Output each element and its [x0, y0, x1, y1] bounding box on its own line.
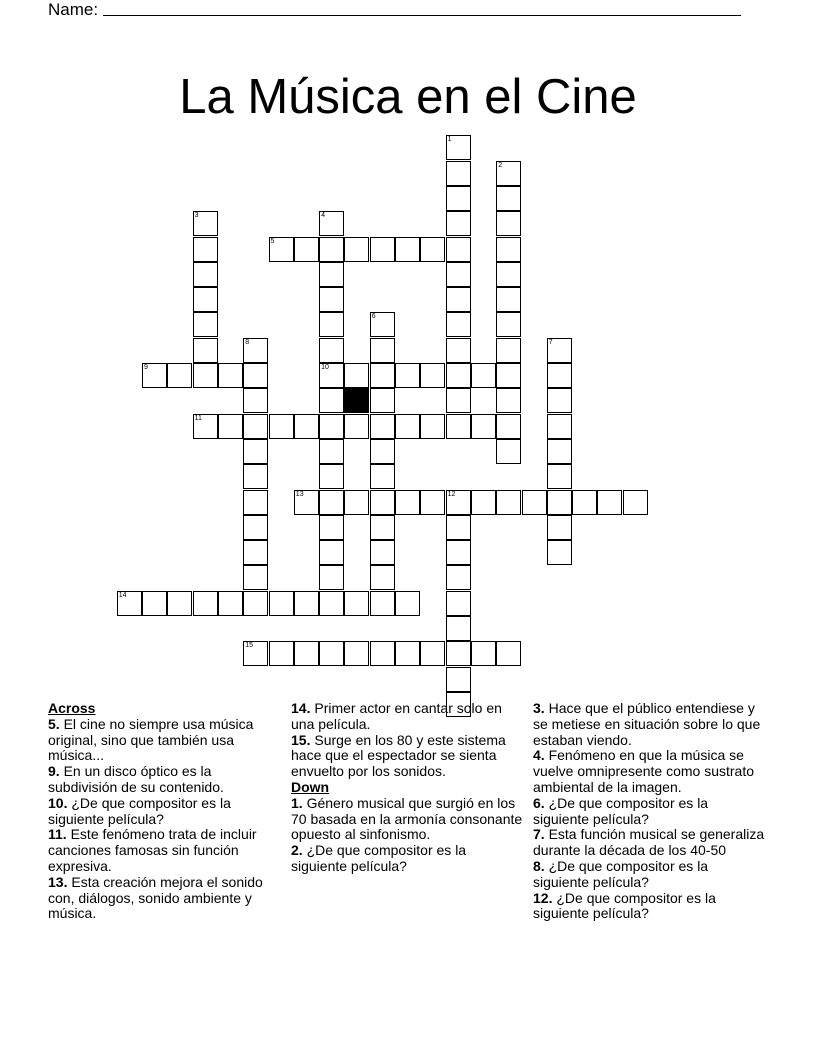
grid-cell[interactable] — [547, 464, 572, 489]
grid-cell[interactable] — [395, 490, 420, 515]
grid-cell[interactable] — [344, 414, 369, 439]
grid-cell[interactable] — [370, 540, 395, 565]
grid-cell[interactable] — [547, 338, 572, 363]
grid-cell[interactable] — [218, 414, 243, 439]
grid-cell[interactable] — [370, 464, 395, 489]
clue-across-11: 11. Este fenómeno trata de incluir canciones famosas sin función expresiva. — [48, 826, 257, 874]
grid-cell[interactable] — [269, 591, 294, 616]
clue-across-9: 9. En un disco óptico es la subdivisión de su contenido. — [48, 763, 224, 795]
grid-cell[interactable] — [496, 388, 521, 413]
grid-cell[interactable] — [344, 591, 369, 616]
grid-cell[interactable] — [446, 414, 471, 439]
grid-cell[interactable] — [243, 363, 268, 388]
clue-number: 4 — [321, 212, 325, 220]
grid-cell[interactable] — [142, 591, 167, 616]
grid-cell[interactable] — [446, 388, 471, 413]
grid-cell[interactable] — [547, 490, 572, 515]
grid-cell[interactable] — [597, 490, 622, 515]
grid-cell[interactable] — [319, 515, 344, 540]
grid-cell[interactable] — [496, 641, 521, 666]
grid-cell[interactable] — [243, 490, 268, 515]
grid-cell[interactable] — [471, 641, 496, 666]
grid-cell[interactable] — [496, 237, 521, 262]
grid-cell[interactable] — [496, 262, 521, 287]
grid-cell[interactable] — [344, 363, 369, 388]
clue-across-5: 5. El cine no siempre usa música original, sino que también usa música... — [48, 715, 254, 764]
grid-cell[interactable] — [496, 490, 521, 515]
grid-cell[interactable] — [344, 237, 369, 262]
grid-cell[interactable] — [294, 490, 319, 515]
grid-cell[interactable] — [446, 211, 471, 236]
grid-cell[interactable] — [446, 515, 471, 540]
grid-cell[interactable] — [193, 363, 218, 388]
grid-cell[interactable] — [446, 616, 471, 641]
grid-cell[interactable] — [370, 439, 395, 464]
clue-number: 11 — [194, 414, 202, 422]
grid-cell[interactable] — [547, 439, 572, 464]
grid-cell[interactable] — [446, 667, 471, 692]
clue-number: 3 — [194, 212, 199, 220]
clue-down-6: 6. ¿De que compositor es la siguiente película? — [533, 794, 709, 827]
grid-cell[interactable] — [496, 363, 521, 388]
grid-cell[interactable] — [496, 312, 521, 337]
grid-cell[interactable] — [446, 135, 471, 160]
clue-across-10: 10. ¿De que compositor es la siguiente película? — [48, 794, 231, 827]
grid-cell[interactable] — [193, 211, 218, 236]
grid-cell[interactable] — [243, 338, 268, 363]
grid-cell[interactable] — [294, 641, 319, 666]
grid-cell[interactable] — [319, 363, 344, 388]
grid-cell[interactable] — [446, 591, 471, 616]
name-label: Name: — [48, 0, 99, 19]
grid-cell[interactable] — [420, 237, 445, 262]
grid-cell[interactable] — [522, 490, 547, 515]
grid-cell[interactable] — [370, 565, 395, 590]
grid-cell[interactable] — [117, 591, 142, 616]
grid-cell[interactable] — [496, 161, 521, 186]
clue-number: 1 — [447, 136, 452, 144]
grid-cell[interactable] — [496, 287, 521, 312]
grid-cell[interactable] — [547, 540, 572, 565]
clue-across-14: 14. Primer actor en cantar solo en una película. — [291, 700, 502, 732]
grid-cell[interactable] — [395, 363, 420, 388]
grid-cell[interactable] — [395, 237, 420, 262]
grid-cell[interactable] — [420, 490, 445, 515]
clue-down-3: 3. Hace que el público entendiese y se metiese en situación sobre lo que estaban viendo. — [533, 700, 761, 748]
grid-cell[interactable] — [319, 388, 344, 413]
clue-number: 10 — [321, 364, 329, 371]
grid-cell[interactable] — [370, 414, 395, 439]
clue-down-2: 2. ¿De que compositor es la siguiente película? — [291, 842, 467, 874]
grid-cell[interactable] — [243, 565, 268, 590]
grid-cell[interactable] — [193, 237, 218, 262]
clue-across-15: 15. Surge en los 80 y este sistema hace que el espectador se sienta envuelto por los sonidos. — [291, 731, 506, 780]
grid-cell[interactable] — [370, 338, 395, 363]
grid-cell[interactable] — [294, 237, 319, 262]
grid-cell[interactable] — [370, 388, 395, 413]
grid-cell[interactable] — [319, 540, 344, 565]
grid-cell[interactable] — [319, 490, 344, 515]
grid-cell[interactable] — [623, 490, 648, 515]
grid-cell[interactable] — [370, 490, 395, 515]
clues-column-3 — [533, 701, 765, 922]
clue-number: 2 — [498, 161, 503, 169]
grid-cell[interactable] — [319, 641, 344, 666]
grid-cell[interactable] — [496, 414, 521, 439]
grid-cell[interactable] — [446, 363, 471, 388]
down-heading: Down — [291, 778, 330, 795]
grid-cell[interactable] — [193, 591, 218, 616]
grid-cell[interactable] — [218, 363, 243, 388]
clue-across-13: 13. Esta creación mejora el sonido con, diálogos, sonido ambiente y música. — [48, 873, 263, 922]
grid-cell[interactable] — [319, 211, 344, 236]
grid-cell[interactable] — [496, 439, 521, 464]
clue-number: 13 — [295, 490, 304, 498]
grid-cell[interactable] — [446, 287, 471, 312]
grid-cell[interactable] — [420, 641, 445, 666]
grid-cell[interactable] — [319, 439, 344, 464]
grid-cell[interactable] — [319, 591, 344, 616]
grid-cell[interactable] — [547, 515, 572, 540]
grid-cell[interactable] — [193, 414, 218, 439]
grid-cell[interactable] — [243, 464, 268, 489]
clues-column-2 — [291, 701, 523, 875]
grid-cell[interactable] — [496, 211, 521, 236]
clue-number: 9 — [144, 364, 148, 371]
grid-cell[interactable] — [395, 591, 420, 616]
grid-cell[interactable] — [319, 464, 344, 489]
grid-cell[interactable] — [547, 414, 572, 439]
grid-cell[interactable] — [446, 540, 471, 565]
grid-cell[interactable] — [395, 414, 420, 439]
grid-cell[interactable] — [496, 338, 521, 363]
clue-number: 14 — [118, 591, 127, 599]
grid-cell[interactable] — [446, 338, 471, 363]
grid-cell[interactable] — [142, 363, 167, 388]
grid-cell[interactable] — [446, 490, 471, 515]
grid-cell[interactable] — [294, 414, 319, 439]
grid-cell[interactable] — [344, 490, 369, 515]
across-heading: Across — [48, 700, 96, 716]
grid-cell[interactable] — [319, 338, 344, 363]
grid-cell[interactable] — [193, 287, 218, 312]
grid-cell[interactable] — [319, 262, 344, 287]
grid-cell[interactable] — [471, 363, 496, 388]
grid-cell[interactable] — [243, 515, 268, 540]
clue-number: 5 — [270, 237, 275, 245]
grid-cell[interactable] — [446, 312, 471, 337]
clue-number: 12 — [447, 490, 456, 498]
grid-cell[interactable] — [269, 414, 294, 439]
grid-cell[interactable] — [243, 439, 268, 464]
grid-cell[interactable] — [218, 591, 243, 616]
clue-down-12: 12. ¿De que compositor es la siguiente película? — [533, 889, 716, 922]
grid-cell[interactable] — [243, 540, 268, 565]
grid-cell[interactable] — [446, 641, 471, 666]
grid-cell[interactable] — [193, 262, 218, 287]
grid-cell[interactable] — [319, 312, 344, 337]
grid-cell[interactable] — [193, 338, 218, 363]
clue-down-4: 4. Fenómeno en que la música se vuelve omnipresente como sustrato ambiental de la imagen. — [533, 747, 754, 795]
grid-cell[interactable] — [344, 641, 369, 666]
grid-cell[interactable] — [167, 591, 192, 616]
grid-cell[interactable] — [370, 237, 395, 262]
grid-cell[interactable] — [471, 490, 496, 515]
page-title: La Música en el Cine — [179, 69, 637, 124]
grid-cell[interactable] — [319, 565, 344, 590]
grid-cell[interactable] — [243, 591, 268, 616]
grid-cell[interactable] — [446, 565, 471, 590]
grid-cell[interactable] — [370, 515, 395, 540]
grid-cell[interactable] — [446, 186, 471, 211]
grid-cell[interactable] — [370, 641, 395, 666]
grid-cell[interactable] — [167, 363, 192, 388]
grid-cell[interactable] — [572, 490, 597, 515]
grid-cell[interactable] — [269, 641, 294, 666]
grid-cell[interactable] — [496, 186, 521, 211]
clue-number: 15 — [245, 642, 253, 650]
clue-down-7: 7. Esta función musical se generaliza durante la década de los 40-50 — [533, 826, 765, 859]
grid-cell[interactable] — [193, 312, 218, 337]
grid-cell[interactable] — [395, 641, 420, 666]
clue-number: 6 — [371, 313, 376, 321]
grid-cell[interactable] — [370, 591, 395, 616]
grid-cell[interactable] — [446, 161, 471, 186]
grid-cell[interactable] — [294, 591, 319, 616]
grid-cell[interactable] — [319, 237, 344, 262]
clues-column-1 — [48, 701, 280, 922]
clue-down-1: 1. Género musical que surgió en los 70 basada en la armonía consonante opuesto al sinfonismo. — [291, 794, 523, 843]
grid-block-cell — [344, 388, 369, 413]
clue-number: 7 — [548, 338, 553, 346]
grid-cell[interactable] — [243, 414, 268, 439]
grid-cell[interactable] — [446, 262, 471, 287]
grid-cell[interactable] — [420, 414, 445, 439]
clue-number: 8 — [245, 338, 250, 346]
grid-cell[interactable] — [547, 388, 572, 413]
grid-cell[interactable] — [446, 237, 471, 262]
grid-cell[interactable] — [243, 641, 268, 666]
grid-cell[interactable] — [319, 414, 344, 439]
grid-cell[interactable] — [269, 237, 294, 262]
grid-cell[interactable] — [420, 363, 445, 388]
grid-cell[interactable] — [370, 363, 395, 388]
grid-cell[interactable] — [370, 312, 395, 337]
grid-cell[interactable] — [471, 414, 496, 439]
grid-cell[interactable] — [319, 287, 344, 312]
grid-cell[interactable] — [547, 363, 572, 388]
grid-cell[interactable] — [243, 388, 268, 413]
clue-down-8: 8. ¿De que compositor es la siguiente película? — [533, 857, 709, 890]
